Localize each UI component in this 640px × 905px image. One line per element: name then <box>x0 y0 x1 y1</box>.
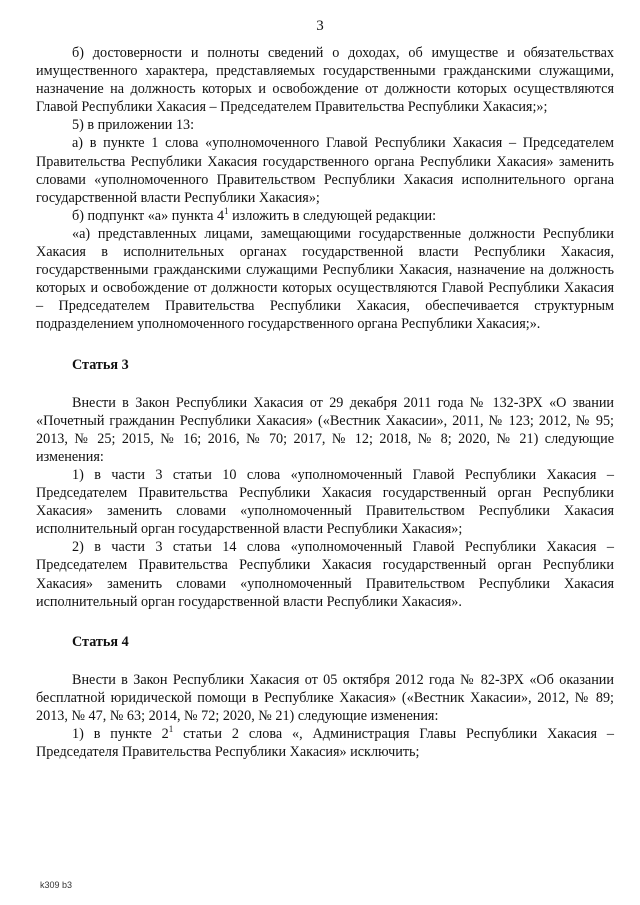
paragraph: б) достоверности и полноты сведений о доходах, об имуществе и обязательствах имущественного характера, представляемых государственными гражданскими служащими, назначение на должность которых и освобождение от должности которых осуществляются Главой Республики Хакасия – Председателем Правительства Республики Хакасия;»; <box>36 45 614 116</box>
article-heading: Статья 4 <box>72 633 129 650</box>
paragraph: Внести в Закон Республики Хакасия от 29 декабря 2011 года № 132-ЗРХ «О звании «Почетный гражданин Республики Хакасия» («Вестник Хакасии», 2011, № 123; 2012, № 95; 2013, № 25; 2015, № 16; 2016, № 70; 2017, № 12; 2018, № 8; 2020, № 21) следующие изменения: <box>36 394 614 465</box>
paragraph: Внести в Закон Республики Хакасия от 05 октября 2012 года № 82-ЗРХ «Об оказании бесплатной юридической помощи в Республике Хакасия» («Вестник Хакасии», 2012, № 89; 2013, № 47, № 63; 2014, № 72; 2020, № 21) следующие изменения: <box>36 671 614 724</box>
paragraph-text: 1) в пункте 2 <box>72 726 169 743</box>
paragraph-text: б) подпункт «а» пункта 4 <box>72 207 225 224</box>
page-number: 3 <box>316 18 324 34</box>
paragraph: 5) в приложении 13: <box>72 117 195 134</box>
document-body <box>36 44 614 761</box>
paragraph: 2) в части 3 статьи 14 слова «уполномоченный Главой Республики Хакасия – Председателем Правительства Республики Хакасия государственный орган Республики Хакасия» заменить словами «уполномоченный Правительством Республики Хакасия исполнительный орган государственной власти Республики Хакасия». <box>36 539 614 610</box>
article-heading: Статья 3 <box>72 356 129 373</box>
paragraph: а) в пункте 1 слова «уполномоченного Главой Республики Хакасия – Председателем Правительства Республики Хакасия государственного органа Республики Хакасия» заменить словами «уполномоченного Правительством Республики Хакасия исполнительного органа государственной власти Республики Хакасия»; <box>36 135 614 206</box>
paragraph-text: изложить в следующей редакции: <box>228 207 437 224</box>
paragraph-text: статьи 2 слова «, Администрация Главы Республики Хакасия – Председателя Правительства Республики Хакасия» исключить; <box>36 726 615 761</box>
paragraph: 1) в части 3 статьи 10 слова «уполномоченный Главой Республики Хакасия – Председателем Правительства Республики Хакасия государственный орган Республики Хакасия» заменить словами «уполномоченный Правительством Республики Хакасия исполнительный орган государственной власти Республики Хакасия»; <box>36 466 614 538</box>
paragraph: «а) представленных лицами, замещающими государственные должности Республики Хакасия в исполнительных органах государственной власти Республики Хакасия, государственными гражданскими служащими Республики Хакасия, назначение на должность которых и освобождение от должности которых осуществляются Главой Республики Хакасия – Председателем Правительства Республики Хакасия, обеспечивается структурным подразделением уполномоченного государственного органа Республики Хакасия;». <box>36 225 614 333</box>
superscript: 1 <box>168 724 174 735</box>
footer-code: k309 b3 <box>40 880 73 890</box>
paragraph <box>36 725 614 761</box>
paragraph <box>36 207 614 225</box>
superscript: 1 <box>224 205 229 216</box>
